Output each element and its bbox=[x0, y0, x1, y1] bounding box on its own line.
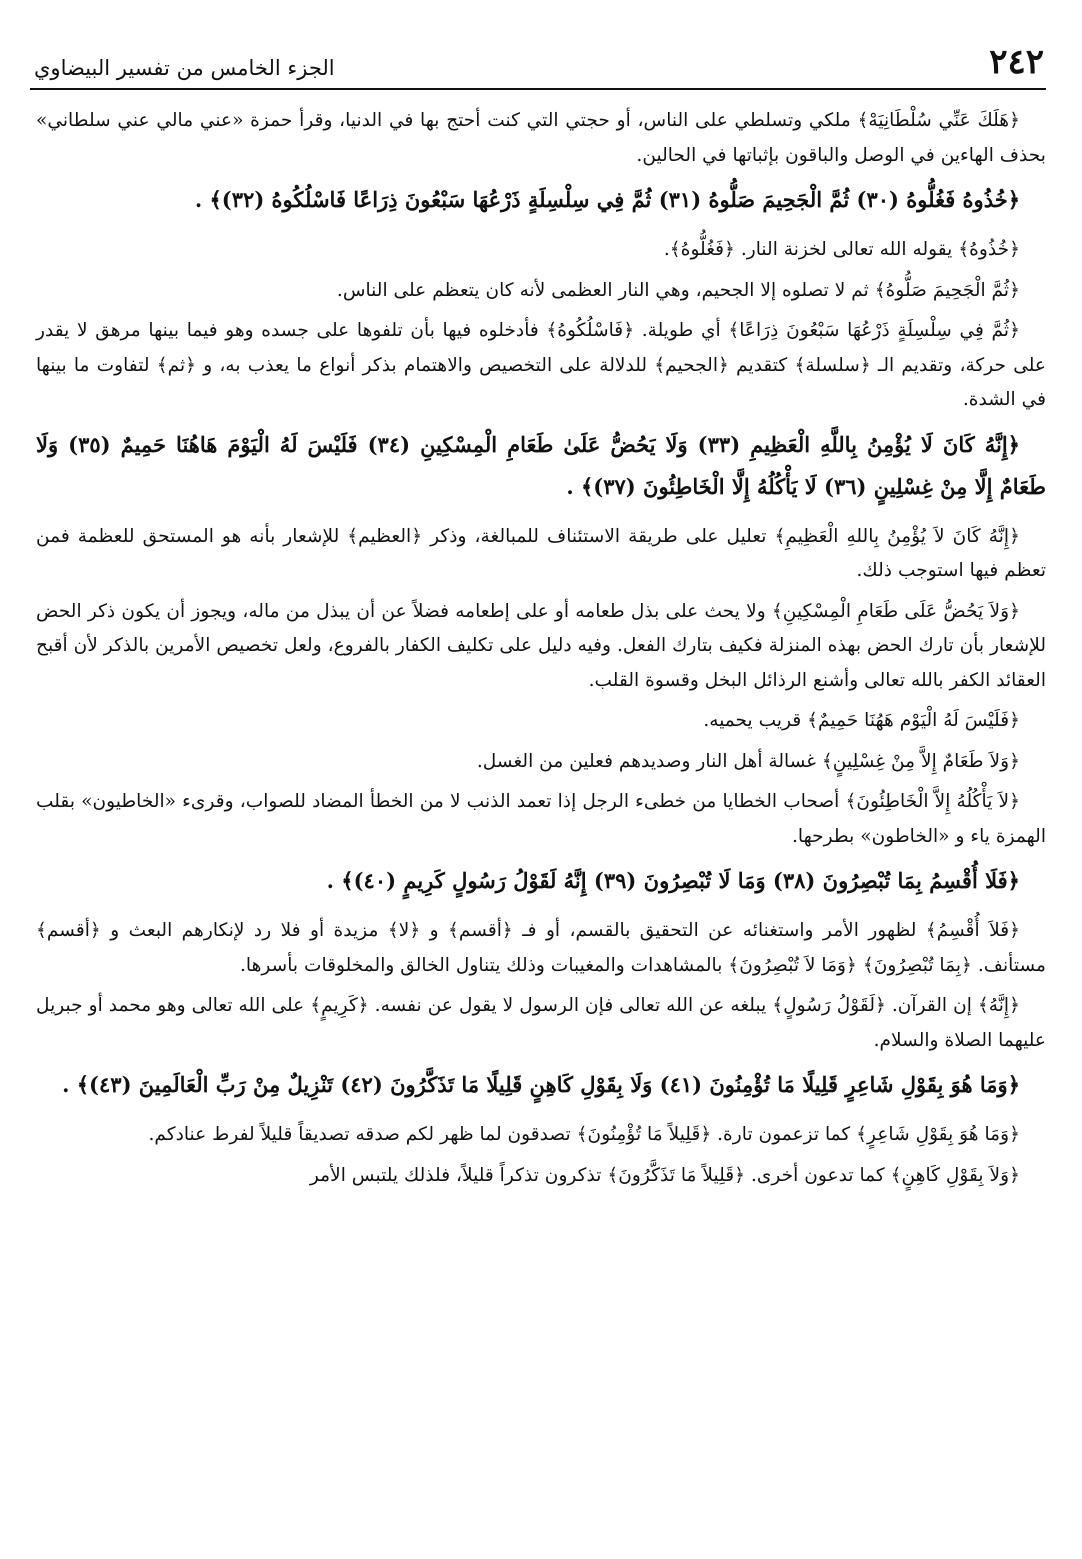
commentary-paragraph: ﴿وَمَا هُوَ بِقَوْلِ شَاعِرٍ﴾ كما تزعمون تارة. ﴿قَلِيلاً مَا تُؤْمِنُونَ﴾ تصدقون لما ظهر لكم صدقه تصديقاً قليلاً لفرط عنادكم. bbox=[148, 1124, 1020, 1145]
commentary-paragraph: ﴿فَلَيْسَ لَهُ الْيَوْم هَهُنَا حَمِيمٌ﴾ قريب يحميه. bbox=[703, 710, 1020, 731]
quran-verse-block: ﴿وَمَا هُوَ بِقَوْلِ شَاعِرٍ قَلِيلًا مَا تُؤْمِنُونَ (٤١) وَلَا بِقَوْلِ كَاهِنٍ قَلِيلًا مَا تَذَكَّرُونَ (٤٢) تَنْزِيلٌ مِنْ رَبِّ الْعَالَمِينَ (٤٣)﴾ . bbox=[62, 1072, 1020, 1097]
running-title: الجزء الخامس من تفسير البيضاوي bbox=[34, 56, 335, 80]
commentary-paragraph: ﴿وَلاَ بِقَوْلِ كَاهِنٍ﴾ كما تدعون أخرى. ﴿قَلِيلاً مَا تَذَكَّرُونَ﴾ تذكرون تذكراً قليلاً، فلذلك يلتبس الأمر bbox=[309, 1164, 1020, 1186]
commentary-paragraph: ﴿ثُمَّ الْجَحِيمَ صَلُّوهُ﴾ ثم لا تصلوه إلا الجحيم، وهي النار العظمى لأنه كان يتعظم على الناس. bbox=[336, 279, 1020, 301]
quran-verse-block: ﴿إِنَّهُ كَانَ لَا يُؤْمِنُ بِاللَّهِ الْعَظِيمِ (٣٣) وَلَا يَحُضُّ عَلَىٰ طَعَامِ الْمِسْكِينِ (٣٤) فَلَيْسَ لَهُ الْيَوْمَ هَاهُنَا حَمِيمٌ (٣٥) وَلَا طَعَامٌ إِلَّا مِنْ غِسْلِينٍ (٣٦) لَا يَأْكُلُهُ إِلَّا الْخَاطِئُونَ (٣٧)﴾ . bbox=[36, 431, 1046, 499]
page-header bbox=[30, 42, 1046, 90]
commentary-paragraph: ﴿هَلَكَ عَنِّي سُلْطَانِيَهْ﴾ ملكي وتسلطي على الناس، أو حجتي التي كنت أحتج بها في الدنيا، وقرأ حمزة «عني مالي عني سلطاني» بحذف الهاءين في الوصل والباقون بإثباتها في الحالين. bbox=[36, 110, 1046, 166]
page-body bbox=[36, 104, 1046, 1544]
commentary-paragraph: ﴿إِنَّهُ﴾ إن القرآن. ﴿لَقَوْلُ رَسُولٍ﴾ يبلغه عن الله تعالى فإن الرسول لا يقول عن نفسه. ﴿كَرِيمٍ﴾ على الله تعالى وهو محمد أو جبريل عليهما الصلاة والسلام. bbox=[36, 995, 1046, 1051]
commentary-paragraph: ﴿خُذُوهُ﴾ يقوله الله تعالى لخزنة النار. ﴿فَغُلُّوهُ﴾. bbox=[663, 239, 1020, 260]
commentary-paragraph: ﴿ثُمَّ فِي سِلْسِلَةٍ ذَرْعُهَا سَبْعُونَ ذِرَاعًا﴾ أي طويلة. ﴿فَاسْلُكُوهُ﴾ فأدخلوه فيها بأن تلفوها على جسده وهو فيما بينها مرهق لا يقدر على حركة، وتقديم الـ ﴿سلسلة﴾ كتقديم ﴿الجحيم﴾ للدلالة على التخصيص والاهتمام بذكر أنواع ما يعذب به، و ﴿ثم﴾ لتفاوت ما بينها في الشدة. bbox=[36, 320, 1046, 410]
commentary-paragraph: ﴿وَلاَ يَحُضُّ عَلَى طَعَامِ الْمِسْكِينِ﴾ ولا يحث على بذل طعامه أو على إطعامه فضلاً عن أن يبذل من ماله، ويجوز أن يكون ذكر الحض للإشعار بأن تارك الحض بهذه المنزلة فكيف بتارك الفعل. وفيه دليل على تكليف الكفار بالفروع، ولعل تخصيص الأمرين بالذكر لأن أقبح العقائد الكفر بالله تعالى وأشنع الرذائل البخل وقسوة القلب. bbox=[36, 600, 1046, 691]
commentary-paragraph: ﴿لاَ يَأْكُلُهُ إِلاَّ الْخَاطِئُونَ﴾ أصحاب الخطايا من خطىء الرجل إذا تعمد الذنب لا من الخطأ المضاد للصواب، وقرىء «الخاطيون» بقلب الهمزة ياء و «الخاطون» بطرحها. bbox=[36, 791, 1046, 847]
quran-verse-block: ﴿خُذُوهُ فَغُلُّوهُ (٣٠) ثُمَّ الْجَحِيمَ صَلُّوهُ (٣١) ثُمَّ فِي سِلْسِلَةٍ ذَرْعُهَا سَبْعُونَ ذِرَاعًا فَاسْلُكُوهُ (٣٢)﴾ . bbox=[194, 187, 1020, 212]
quran-verse-block: ﴿فَلَا أُقْسِمُ بِمَا تُبْصِرُونَ (٣٨) وَمَا لَا تُبْصِرُونَ (٣٩) إِنَّهُ لَقَوْلُ رَسُولٍ كَرِيمٍ (٤٠)﴾ . bbox=[326, 868, 1020, 893]
page-number: ٢٤٢ bbox=[989, 42, 1044, 82]
commentary-paragraph: ﴿إِنَّهُ كَانَ لاَ يُؤْمِنُ بِاللهِ الْعَظِيمِ﴾ تعليل على طريقة الاستئناف للمبالغة، وذكر ﴿العظيم﴾ للإشعار بأنه هو المستحق للعظمة فمن تعظم فيها استوجب ذلك. bbox=[36, 525, 1046, 581]
commentary-paragraph: ﴿فَلاَ أُقْسِمُ﴾ لظهور الأمر واستغنائه عن التحقيق بالقسم، أو فـ ﴿أقسم﴾ و ﴿لا﴾ مزيدة أو فلا رد لإنكارهم البعث و ﴿أقسم﴾ مستأنف. ﴿بِمَا تُبْصِرُونَ﴾ ﴿وَمَا لاَ تُبْصِرُونَ﴾ بالمشاهدات والمغيبات وذلك يتناول الخالق والمخلوقات بأسرها. bbox=[36, 920, 1046, 976]
commentary-paragraph: ﴿وَلاَ طَعَامٌ إِلاَّ مِنْ غِسْلِينٍ﴾ غسالة أهل النار وصديدهم فعلين من الغسل. bbox=[476, 750, 1020, 772]
